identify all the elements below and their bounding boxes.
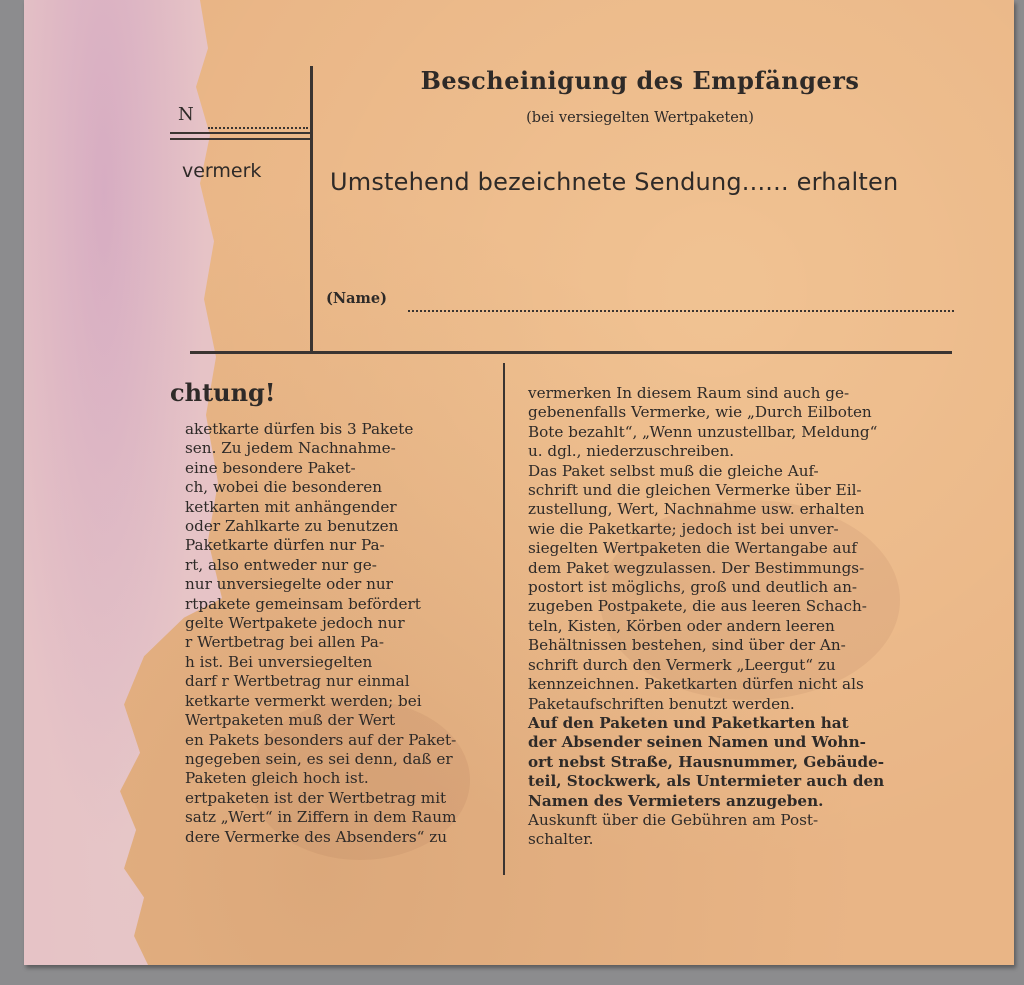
- notice-text-line: schrift durch den Vermerk „Leergut“ zu: [528, 655, 836, 674]
- notice-text-line: schrift und die gleichen Vermerke über Eil-: [528, 481, 862, 500]
- form-title: Bescheinigung des Empfängers: [420, 66, 860, 95]
- notice-text-line: dere Vermerke des Absenders“ zu: [185, 827, 447, 846]
- notice-text-line: Bote bezahlt“, „Wenn unzustellbar, Meldung“: [528, 422, 878, 441]
- notice-text-line: Paketen gleich hoch ist.: [185, 769, 369, 788]
- notice-heading: chtung!: [170, 378, 276, 407]
- notice-text-line: ertpaketen ist der Wertbetrag mit: [185, 788, 447, 807]
- notice-text-line: rt, also entweder nur ge-: [185, 555, 377, 574]
- notice-text-line: gelte Wertpakete jedoch nur: [185, 614, 405, 633]
- notice-text-line: ngegeben sein, es sei denn, daß er: [185, 749, 453, 768]
- notice-left-column: [185, 420, 456, 847]
- column-divider: [503, 363, 505, 875]
- notice-text-line: ketkarten mit anhängender: [185, 497, 397, 516]
- notice-text-line: zugeben Postpakete, die aus leeren Schach-: [528, 597, 867, 616]
- notice-text-line: teil, Stockwerk, als Untermieter auch den: [528, 772, 885, 791]
- notice-text-line: dem Paket wegzulassen. Der Bestimmungs-: [528, 558, 865, 577]
- notice-text-line: nur unversiegelte oder nur: [185, 575, 393, 594]
- fragment-vermerk-label: vermerk: [182, 160, 262, 182]
- notice-text-line: Wertpaketen muß der Wert: [185, 711, 396, 730]
- notice-text-line: postort ist möglichs, groß und deutlich an-: [528, 578, 858, 597]
- receipt-statement: Umstehend bezeichnete Sendung...... erhalten: [330, 168, 899, 196]
- notice-text-line: Das Paket selbst muß die gleiche Auf-: [528, 461, 819, 480]
- notice-text-line: Paketkarte dürfen nur Pa-: [185, 536, 385, 555]
- notice-text-line: aketkarte dürfen bis 3 Pakete: [185, 420, 414, 438]
- notice-text-line: schalter.: [528, 830, 594, 849]
- notice-text-line: ch, wobei die besonderen: [185, 478, 383, 497]
- notice-text-line: siegelten Wertpaketen die Wertangabe auf: [528, 539, 858, 558]
- notice-text-line: kennzeichnen. Paketkarten dürfen nicht als: [528, 675, 864, 694]
- notice-text-line: eine besondere Paket-: [185, 458, 356, 477]
- fragment-n-label: N: [178, 104, 194, 125]
- name-field-line: [408, 310, 954, 312]
- notice-text-line: teln, Kisten, Körben oder andern leeren: [528, 616, 835, 635]
- notice-text-line: h ist. Bei unversiegelten: [185, 652, 373, 671]
- fragment-dotted-line: [208, 127, 308, 129]
- notice-text-line: ort nebst Straße, Hausnummer, Gebäude-: [528, 752, 885, 771]
- notice-text-line: wie die Paketkarte; jedoch ist bei unver-: [528, 519, 839, 538]
- header-vertical-divider: [310, 66, 313, 352]
- notice-text-line: Auskunft über die Gebühren am Post-: [528, 810, 819, 829]
- notice-text-line: Auf den Paketen und Paketkarten hat: [528, 713, 849, 732]
- notice-text-line: Namen des Vermieters anzugeben.: [528, 791, 824, 810]
- notice-text-line: oder Zahlkarte zu benutzen: [185, 517, 399, 536]
- left-divider-line: [170, 132, 311, 134]
- notice-text-line: darf r Wertbetrag nur einmal: [185, 672, 410, 691]
- notice-text-line: gebenenfalls Vermerke, wie „Durch Eilboten: [528, 403, 872, 422]
- name-label: (Name): [326, 290, 387, 307]
- notice-text-line: sen. Zu jedem Nachnahme-: [185, 439, 396, 458]
- notice-text-line: vermerken In diesem Raum sind auch ge-: [528, 384, 850, 402]
- notice-text-line: u. dgl., niederzuschreiben.: [528, 442, 735, 461]
- notice-text-line: Behältnissen bestehen, sind über der An-: [528, 636, 846, 655]
- notice-text-line: satz „Wert“ in Ziffern in dem Raum: [185, 808, 457, 827]
- notice-text-line: ketkarte vermerkt werden; bei: [185, 691, 422, 710]
- section-divider: [190, 351, 952, 354]
- form-subtitle: (bei versiegelten Wertpaketen): [526, 110, 754, 126]
- notice-text-line: rtpakete gemeinsam befördert: [185, 594, 421, 613]
- left-divider-line-2: [170, 138, 311, 140]
- notice-text-line: en Pakets besonders auf der Paket-: [185, 730, 457, 749]
- notice-text-line: Paketaufschriften benutzt werden.: [528, 694, 795, 713]
- notice-text-line: der Absender seinen Namen und Wohn-: [528, 733, 866, 752]
- notice-text-line: zustellung, Wert, Nachnahme usw. erhalten: [528, 500, 865, 519]
- notice-text-line: r Wertbetrag bei allen Pa-: [185, 633, 384, 652]
- notice-right-column: [528, 384, 884, 850]
